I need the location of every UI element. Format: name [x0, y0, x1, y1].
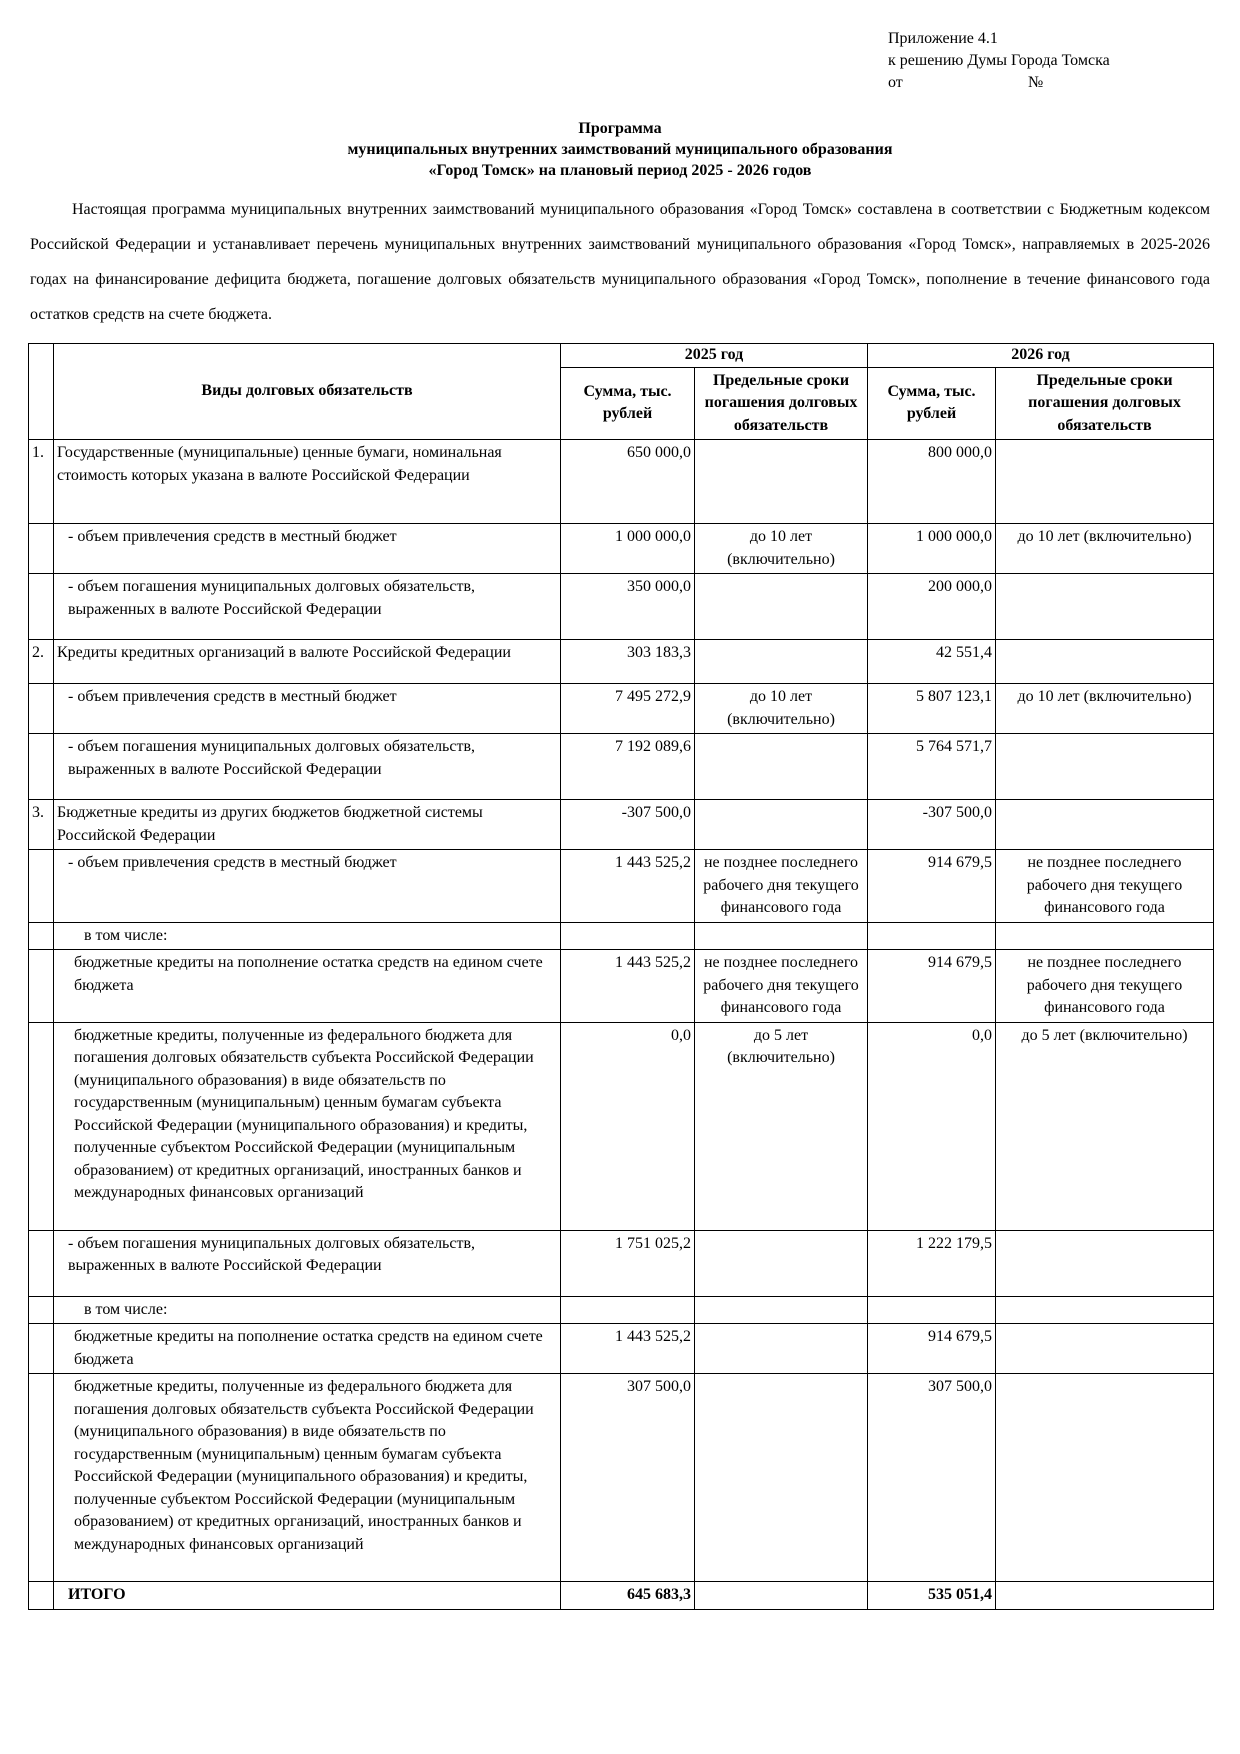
row-term-2025: не позднее последнего рабочего дня текущего финансового года — [695, 950, 868, 1023]
header-blank — [29, 344, 54, 440]
appendix-line-3 — [888, 72, 1110, 94]
total-empty-cell — [695, 1582, 868, 1610]
row-sum-2026: -307 500,0 — [868, 800, 996, 850]
table-row — [29, 1374, 1214, 1582]
row-name: - объем привлечения средств в местный бюджет — [54, 524, 561, 574]
row-number — [29, 734, 54, 800]
row-name: - объем погашения муниципальных долговых обязательств, выраженных в валюте Российской Федерации — [54, 1230, 561, 1296]
row-sum-2026: 914 679,5 — [868, 1324, 996, 1374]
row-sum-2025: 1 443 525,2 — [561, 1324, 695, 1374]
row-term-2026: до 5 лет (включительно) — [996, 1022, 1214, 1230]
row-name: бюджетные кредиты на пополнение остатка средств на едином счете бюджета — [54, 950, 561, 1023]
row-term-2025 — [695, 1324, 868, 1374]
row-sum-2026: 42 551,4 — [868, 640, 996, 684]
row-term-2026 — [996, 1324, 1214, 1374]
table-row — [29, 574, 1214, 640]
row-number — [29, 922, 54, 950]
total-empty-cell — [996, 1582, 1214, 1610]
row-sum-2025 — [561, 1296, 695, 1324]
row-number — [29, 1374, 54, 1582]
row-number — [29, 1230, 54, 1296]
row-term-2025 — [695, 574, 868, 640]
total-empty-cell — [29, 1582, 54, 1610]
row-number — [29, 850, 54, 923]
row-sum-2026: 914 679,5 — [868, 950, 996, 1023]
row-sum-2025: -307 500,0 — [561, 800, 695, 850]
table-row — [29, 950, 1214, 1023]
header-types: Виды долговых обязательств — [54, 344, 561, 440]
row-number — [29, 1022, 54, 1230]
row-sum-2026: 307 500,0 — [868, 1374, 996, 1582]
row-name: бюджетные кредиты на пополнение остатка средств на едином счете бюджета — [54, 1324, 561, 1374]
row-sum-2025: 1 000 000,0 — [561, 524, 695, 574]
total-sum-2026: 535 051,4 — [868, 1582, 996, 1610]
row-term-2026 — [996, 440, 1214, 524]
borrowing-table — [28, 343, 1214, 1610]
row-term-2025 — [695, 1374, 868, 1582]
row-term-2026 — [996, 574, 1214, 640]
row-term-2026 — [996, 800, 1214, 850]
total-label: ИТОГО — [54, 1582, 561, 1610]
row-sum-2025: 0,0 — [561, 1022, 695, 1230]
row-name: - объем погашения муниципальных долговых обязательств, выраженных в валюте Российской Федерации — [54, 734, 561, 800]
title-line-1: Программа — [578, 120, 662, 137]
document-title — [0, 118, 1240, 181]
row-term-2025 — [695, 734, 868, 800]
row-sum-2026: 1 222 179,5 — [868, 1230, 996, 1296]
table-row — [29, 1022, 1214, 1230]
row-sum-2026: 200 000,0 — [868, 574, 996, 640]
row-term-2025: до 5 лет (включительно) — [695, 1022, 868, 1230]
table-row — [29, 440, 1214, 524]
header-term-2026: Предельные сроки погашения долговых обязательств — [996, 367, 1214, 440]
row-term-2025 — [695, 640, 868, 684]
row-term-2025 — [695, 1296, 868, 1324]
table-row — [29, 1230, 1214, 1296]
row-name: в том числе: — [54, 922, 561, 950]
row-term-2026 — [996, 1374, 1214, 1582]
header-sum-2026: Сумма, тыс. рублей — [868, 367, 996, 440]
row-name: бюджетные кредиты, полученные из федерального бюджета для погашения долговых обязательств субъекта Российской Федерации (муниципального образования) в виде обязательств по государственным (муниципальным) ценным бумагам субъекта Российской Федерации (муниципального образования) и кредиты, полученные субъектом Российской Федерации (муниципальным образованием) от кредитных организаций, иностранных банков и международных финансовых организаций — [54, 1374, 561, 1582]
row-term-2026 — [996, 1230, 1214, 1296]
row-term-2026 — [996, 922, 1214, 950]
row-term-2025: до 10 лет (включительно) — [695, 684, 868, 734]
row-name: в том числе: — [54, 1296, 561, 1324]
row-sum-2025 — [561, 922, 695, 950]
header-row-years — [29, 344, 1214, 368]
row-number — [29, 684, 54, 734]
table-row — [29, 640, 1214, 684]
appendix-from: от — [888, 74, 903, 91]
row-term-2025 — [695, 440, 868, 524]
row-sum-2025: 303 183,3 — [561, 640, 695, 684]
row-number: 2. — [29, 640, 54, 684]
row-number — [29, 524, 54, 574]
table-row — [29, 684, 1214, 734]
table-row — [29, 922, 1214, 950]
row-number: 3. — [29, 800, 54, 850]
row-term-2025 — [695, 1230, 868, 1296]
row-name: - объем привлечения средств в местный бюджет — [54, 684, 561, 734]
row-sum-2025: 7 192 089,6 — [561, 734, 695, 800]
row-name: Государственные (муниципальные) ценные бумаги, номинальная стоимость которых указана в валюте Российской Федерации — [54, 440, 561, 524]
total-sum-2025: 645 683,3 — [561, 1582, 695, 1610]
row-sum-2026: 5 764 571,7 — [868, 734, 996, 800]
row-sum-2025: 7 495 272,9 — [561, 684, 695, 734]
row-sum-2025: 350 000,0 — [561, 574, 695, 640]
title-line-3: «Город Томск» на плановый период 2025 - 2026 годов — [428, 162, 812, 179]
row-number — [29, 1324, 54, 1374]
row-sum-2025: 1 443 525,2 — [561, 850, 695, 923]
title-line-2: муниципальных внутренних заимствований муниципального образования — [347, 141, 893, 158]
row-term-2026: не позднее последнего рабочего дня текущего финансового года — [996, 950, 1214, 1023]
row-number — [29, 1296, 54, 1324]
row-sum-2026: 1 000 000,0 — [868, 524, 996, 574]
row-term-2026: до 10 лет (включительно) — [996, 684, 1214, 734]
row-sum-2025: 307 500,0 — [561, 1374, 695, 1582]
row-sum-2026: 800 000,0 — [868, 440, 996, 524]
row-name: Бюджетные кредиты из других бюджетов бюджетной системы Российской Федерации — [54, 800, 561, 850]
row-sum-2026: 914 679,5 — [868, 850, 996, 923]
total-row — [29, 1582, 1214, 1610]
row-name: - объем привлечения средств в местный бюджет — [54, 850, 561, 923]
table-row — [29, 1296, 1214, 1324]
appendix-line-1: Приложение 4.1 — [888, 30, 998, 47]
row-name: бюджетные кредиты, полученные из федерального бюджета для погашения долговых обязательств субъекта Российской Федерации (муниципального образования) в виде обязательств по государственным (муниципальным) ценным бумагам субъекта Российской Федерации (муниципального образования) и кредиты, полученные субъектом Российской Федерации (муниципальным образованием) от кредитных организаций, иностранных банков и международных финансовых организаций — [54, 1022, 561, 1230]
header-year-2025: 2025 год — [561, 344, 868, 368]
row-sum-2025: 650 000,0 — [561, 440, 695, 524]
row-sum-2026 — [868, 922, 996, 950]
row-term-2026: не позднее последнего рабочего дня текущего финансового года — [996, 850, 1214, 923]
row-term-2026 — [996, 734, 1214, 800]
header-sum-2025: Сумма, тыс. рублей — [561, 367, 695, 440]
appendix-line-2: к решению Думы Города Томска — [888, 52, 1110, 69]
row-number — [29, 950, 54, 1023]
header-year-2026: 2026 год — [868, 344, 1214, 368]
row-number: 1. — [29, 440, 54, 524]
row-sum-2026: 0,0 — [868, 1022, 996, 1230]
row-term-2026 — [996, 640, 1214, 684]
row-name: Кредиты кредитных организаций в валюте Российской Федерации — [54, 640, 561, 684]
row-term-2025 — [695, 922, 868, 950]
table-row — [29, 800, 1214, 850]
header-term-2025: Предельные сроки погашения долговых обязательств — [695, 367, 868, 440]
row-term-2025: не позднее последнего рабочего дня текущего финансового года — [695, 850, 868, 923]
table-row — [29, 1324, 1214, 1374]
row-term-2025: до 10 лет (включительно) — [695, 524, 868, 574]
row-name: - объем погашения муниципальных долговых обязательств, выраженных в валюте Российской Федерации — [54, 574, 561, 640]
row-sum-2026: 5 807 123,1 — [868, 684, 996, 734]
row-number — [29, 574, 54, 640]
table-row — [29, 524, 1214, 574]
appendix-note — [888, 28, 1110, 94]
row-sum-2026 — [868, 1296, 996, 1324]
row-sum-2025: 1 443 525,2 — [561, 950, 695, 1023]
table-row — [29, 850, 1214, 923]
intro-paragraph: Настоящая программа муниципальных внутренних заимствований муниципального образования «Город Томск» составлена в соответствии с Бюджетным кодексом Российской Федерации и устанавливает перечень муниципальных внутренних заимствований муниципального образования «Город Томск», направляемых в 2025-2026 годах на финансирование дефицита бюджета, погашение долговых обязательств муниципального образования «Город Томск», пополнение в течение финансового года остатков средств на счете бюджета. — [30, 201, 1210, 323]
row-term-2025 — [695, 800, 868, 850]
row-term-2026 — [996, 1296, 1214, 1324]
row-sum-2025: 1 751 025,2 — [561, 1230, 695, 1296]
row-term-2026: до 10 лет (включительно) — [996, 524, 1214, 574]
table-row — [29, 734, 1214, 800]
appendix-number: № — [1028, 74, 1044, 91]
